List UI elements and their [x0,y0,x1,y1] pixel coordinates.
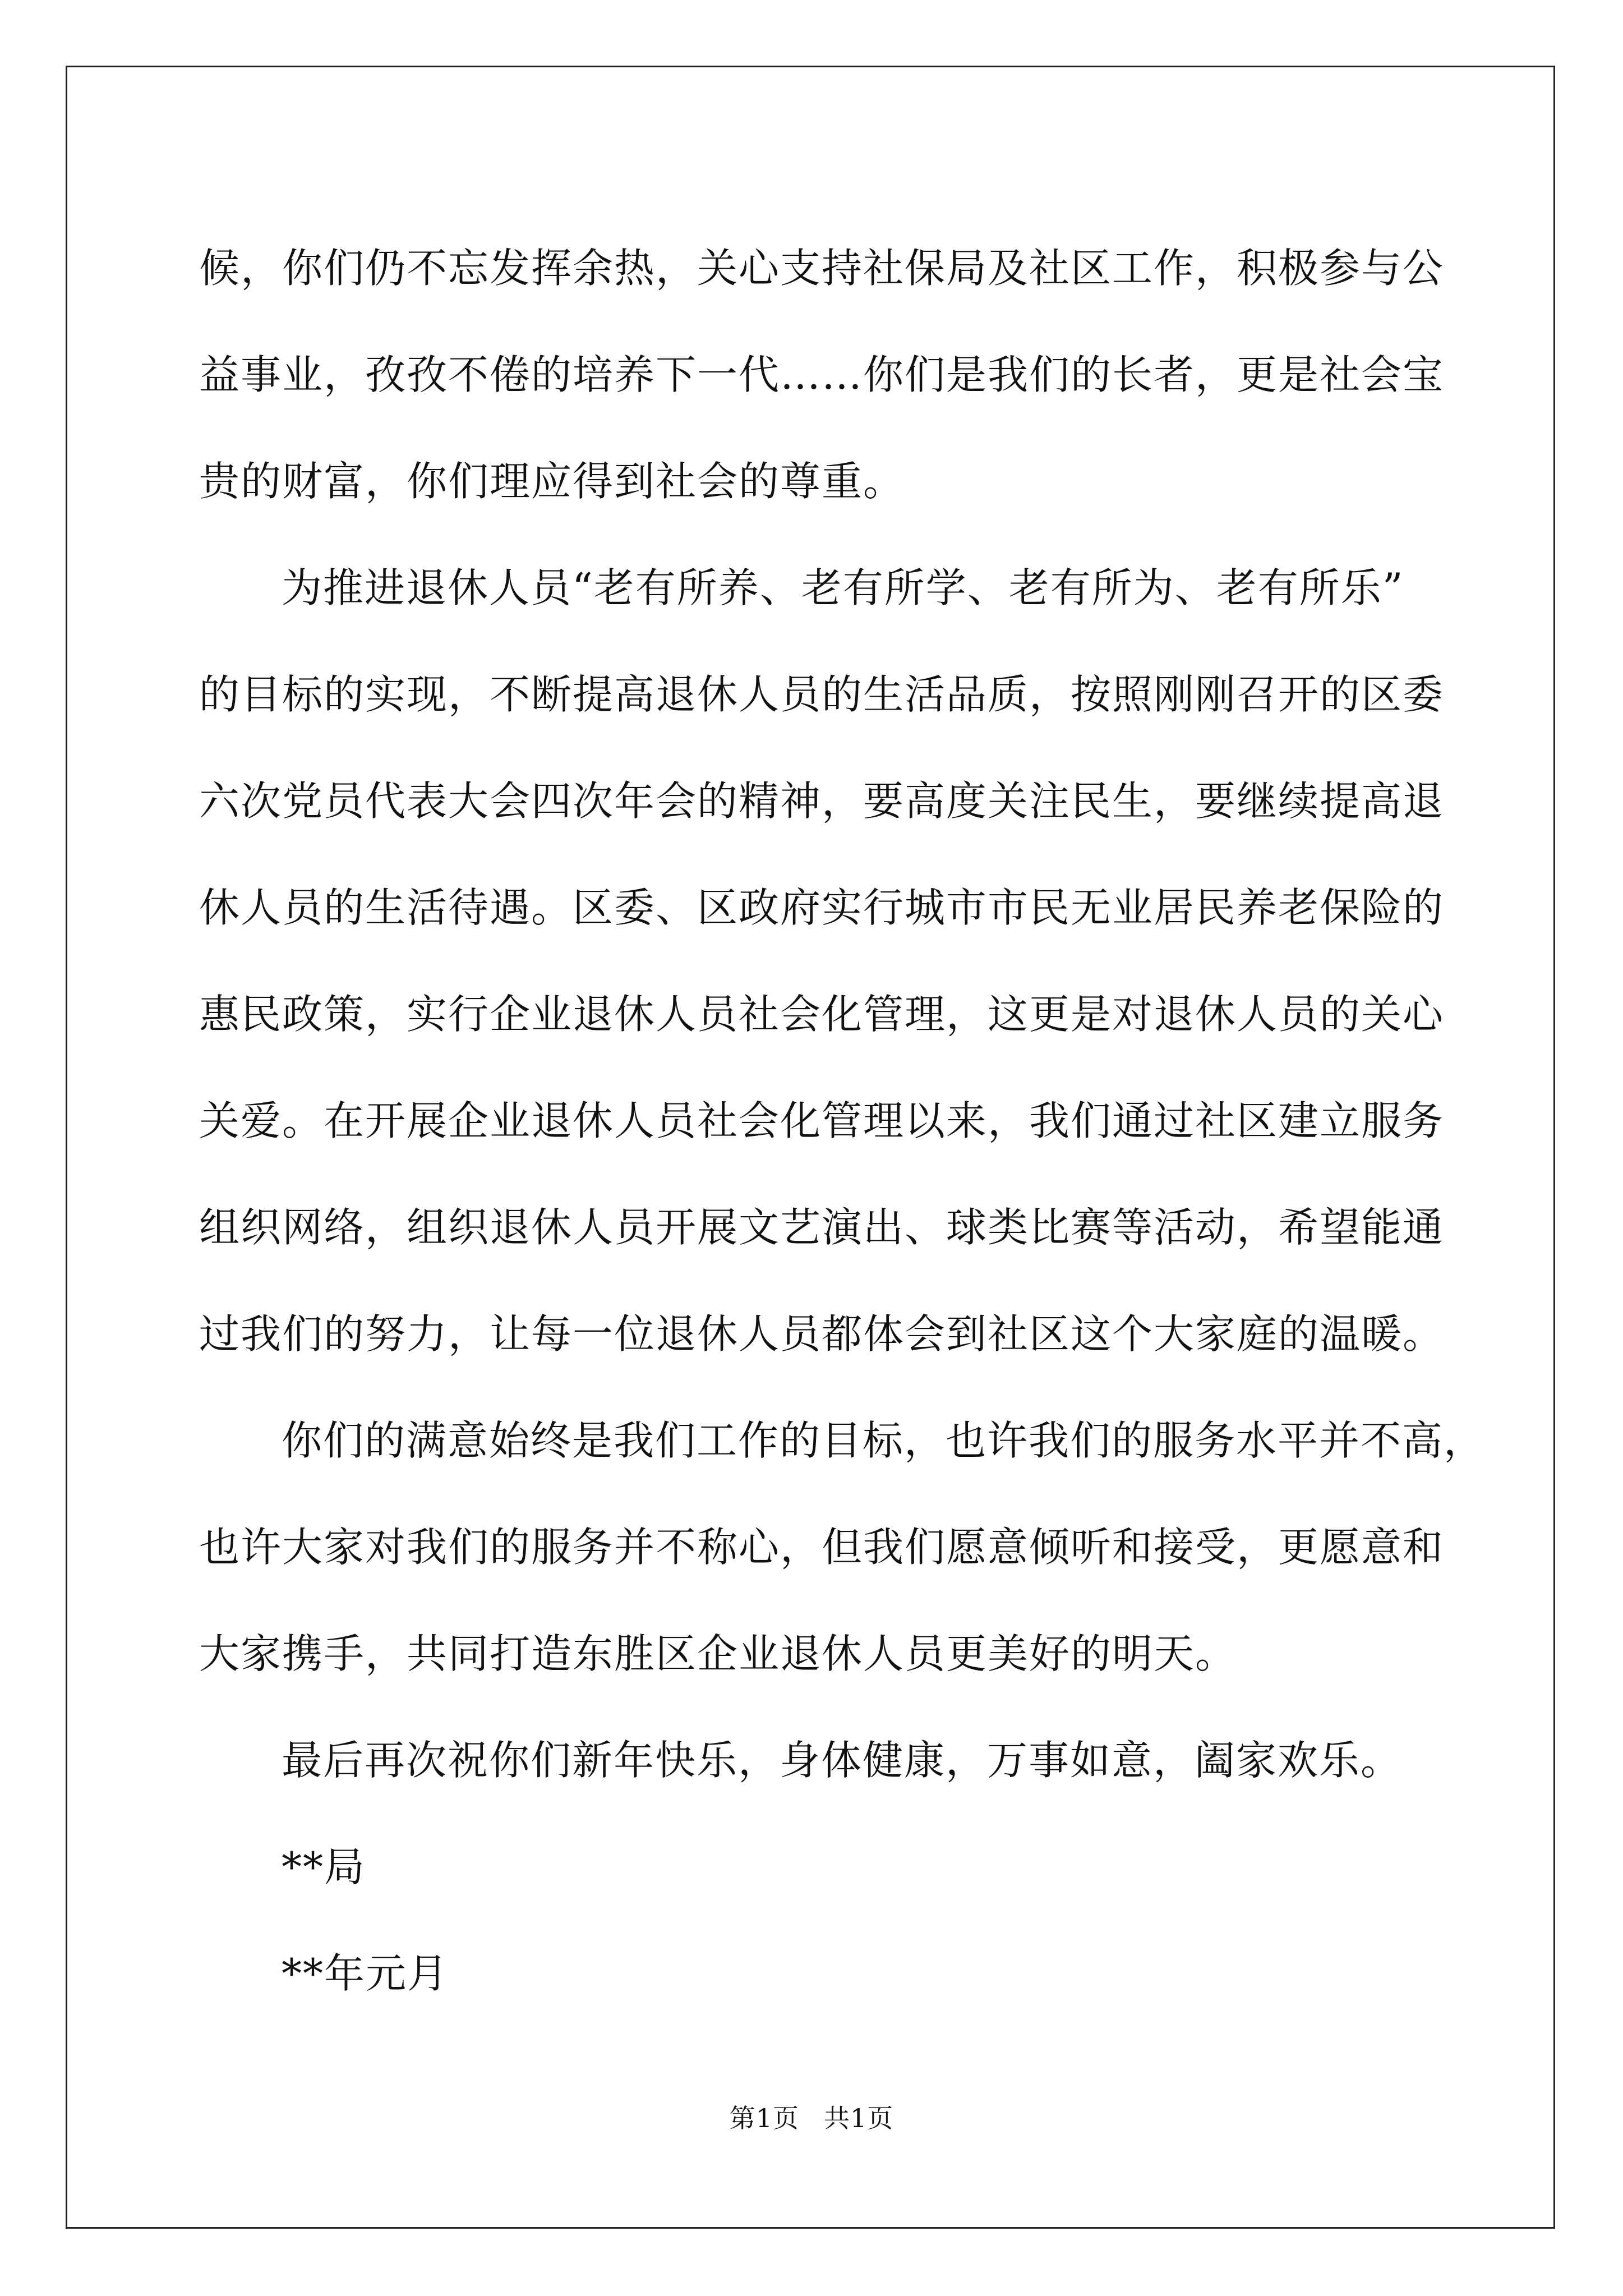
text-line: 过我们的努力，让每一位退休人员都体会到社区这个大家庭的温暖。 [199,1310,1445,1358]
closing-wishes: 最后再次祝你们新年快乐，身体健康，万事如意，阖家欢乐。 [282,1737,1403,1784]
page-total: 共1页 [824,2103,894,2133]
text-line: 惠民政策，实行企业退休人员社会化管理，这更是对退休人员的关心 [199,991,1445,1038]
paragraph-start-line: 为推进退休人员“老有所养、老有所学、老有所为、老有所乐” [282,564,1404,611]
text-line: 贵的财富，你们理应得到社会的尊重。 [199,458,905,505]
text-line: 的目标的实现，不断提高退休人员的生活品质，按照刚刚召开的区委 [199,671,1445,718]
page-number: 第1页 [729,2103,799,2133]
text-line: 组织网络，组织退休人员开展文艺演出、球类比赛等活动，希望能通 [199,1204,1445,1251]
page-footer [0,2098,1623,2135]
text-line: 关爱。在开展企业退休人员社会化管理以来，我们通过社区建立服务 [199,1097,1445,1144]
signature-date: **年元月 [282,1950,449,1997]
text-line: 候，你们仍不忘发挥余热，关心支持社保局及社区工作，积极参与公 [199,245,1445,292]
signature-organization: **局 [282,1843,366,1890]
text-line: 益事业，孜孜不倦的培养下一代……你们是我们的长者，更是社会宝 [199,351,1445,398]
document-body [199,215,1486,2027]
text-line: 休人员的生活待遇。区委、区政府实行城市市民无业居民养老保险的 [199,884,1445,931]
text-line: 也许大家对我们的服务并不称心，但我们愿意倾听和接受，更愿意和 [199,1524,1445,1571]
paragraph-start-line: 你们的满意始终是我们工作的目标，也许我们的服务水平并不高， [282,1417,1486,1464]
text-line: 大家携手，共同打造东胜区企业退休人员更美好的明天。 [199,1630,1237,1677]
text-line: 六次党员代表大会四次年会的精神，要高度关注民生，要继续提高退 [199,777,1445,825]
